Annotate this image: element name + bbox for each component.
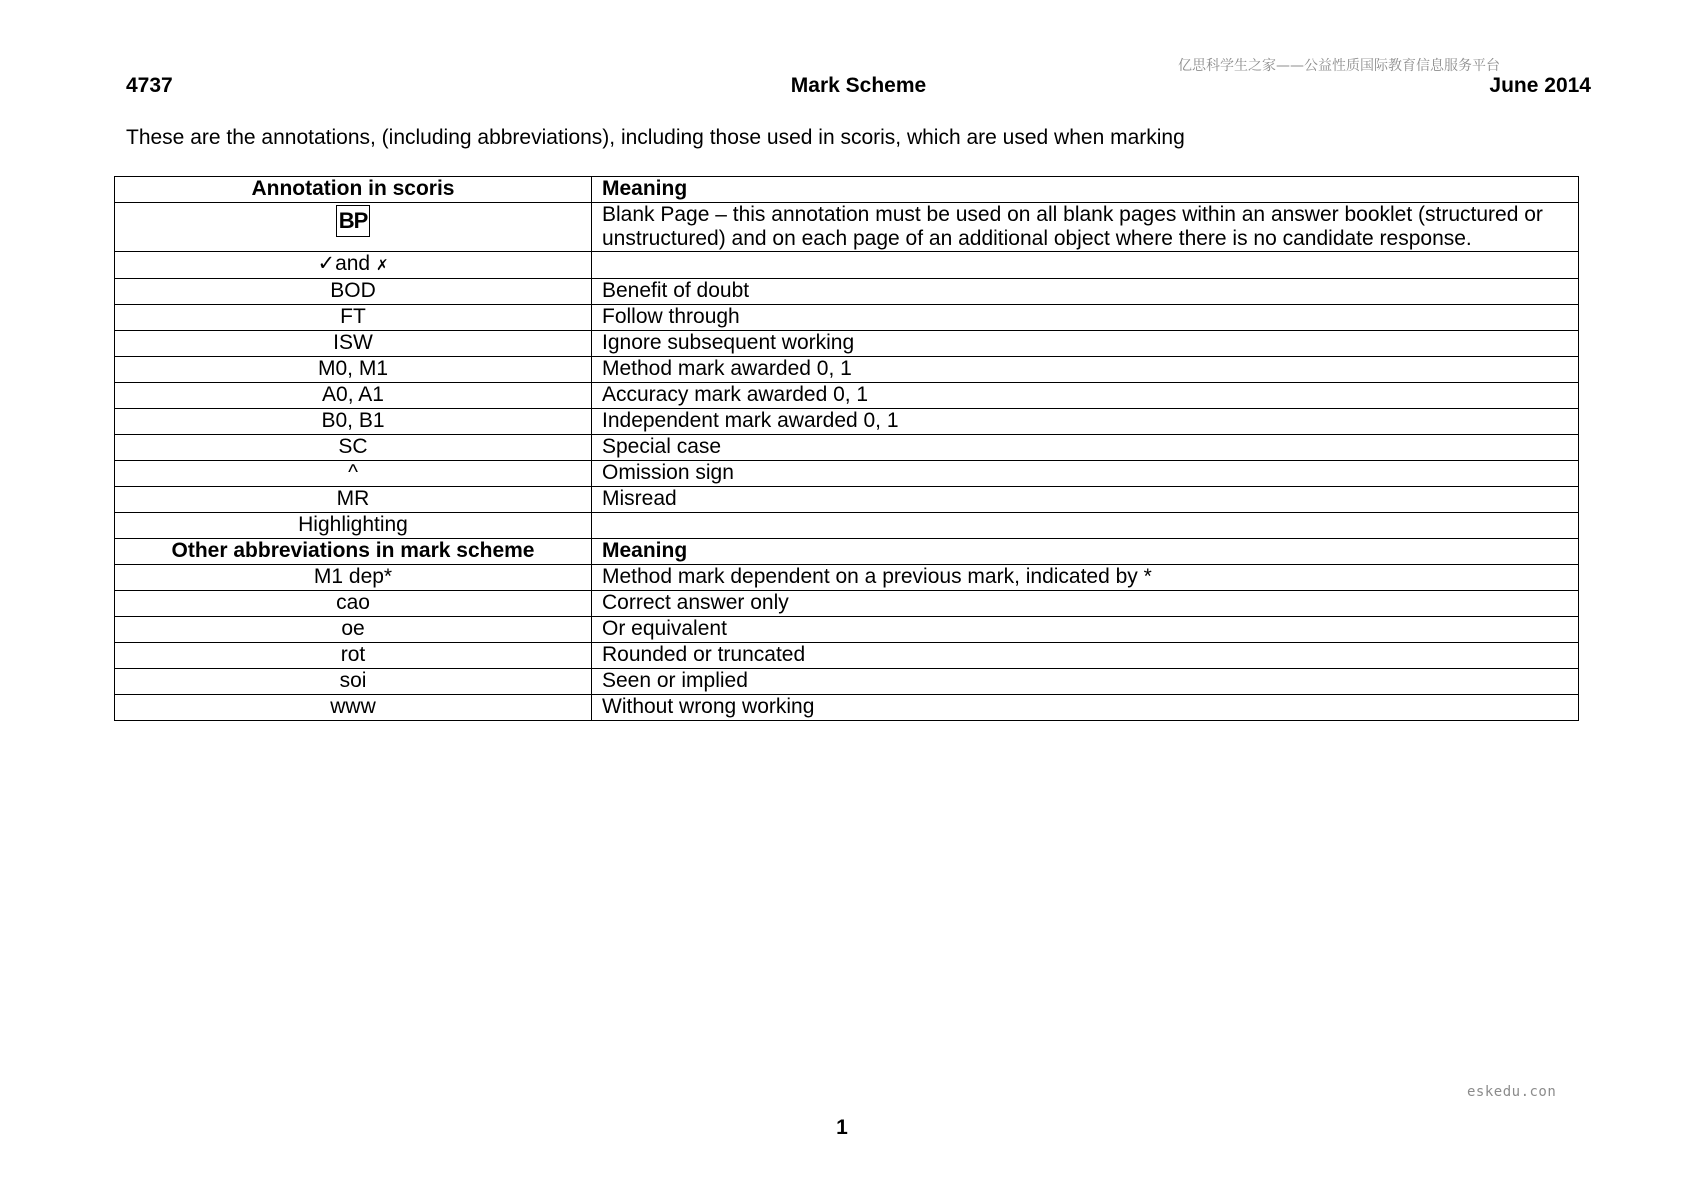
annotation-cell — [115, 252, 592, 279]
blank-page-icon: BP — [336, 205, 371, 237]
meaning-cell: Correct answer only — [592, 591, 1579, 617]
table-row — [115, 513, 1579, 539]
table-row — [115, 565, 1579, 591]
table-header-row — [115, 539, 1579, 565]
meaning-cell: Follow through — [592, 305, 1579, 331]
meaning-cell: Ignore subsequent working — [592, 331, 1579, 357]
table-row — [115, 357, 1579, 383]
page-title: Mark Scheme — [790, 74, 927, 97]
annotation-cell: ISW — [115, 331, 592, 357]
annotation-cell: B0, B1 — [115, 409, 592, 435]
meaning-cell: Method mark awarded 0, 1 — [592, 357, 1579, 383]
annotation-cell: www — [115, 695, 592, 721]
watermark-top: 亿思科学生之家——公益性质国际教育信息服务平台 — [1178, 58, 1500, 74]
meaning-cell: Seen or implied — [592, 669, 1579, 695]
annotation-cell: Highlighting — [115, 513, 592, 539]
header-meaning: Meaning — [592, 539, 1579, 565]
page-number: 1 — [836, 1116, 848, 1139]
annotation-cell: FT — [115, 305, 592, 331]
table-row — [115, 383, 1579, 409]
annotation-cell: SC — [115, 435, 592, 461]
table-header-row — [115, 177, 1579, 203]
annotation-cell: oe — [115, 617, 592, 643]
annotation-cell: MR — [115, 487, 592, 513]
table-row — [115, 279, 1579, 305]
header-annotation: Other abbreviations in mark scheme — [115, 539, 592, 565]
meaning-cell: Accuracy mark awarded 0, 1 — [592, 383, 1579, 409]
page-header — [126, 74, 1591, 100]
watermark-bottom: eskedu.con — [1467, 1084, 1557, 1100]
meaning-cell: Without wrong working — [592, 695, 1579, 721]
table-row-bp — [115, 203, 1579, 252]
table-row — [115, 331, 1579, 357]
meaning-cell: Blank Page – this annotation must be used on all blank pages within an answer booklet (structured or unstructured) and on each page of an additional object where there is no candidate response. — [592, 203, 1579, 252]
annotation-cell: M1 dep* — [115, 565, 592, 591]
table-row — [115, 487, 1579, 513]
cross-icon: ✗ — [375, 257, 389, 274]
annotations-table — [114, 176, 1579, 721]
tick-cross-and: and — [335, 252, 371, 275]
table-row — [115, 409, 1579, 435]
header-annotation: Annotation in scoris — [115, 177, 592, 203]
table-row — [115, 617, 1579, 643]
intro-text: These are the annotations, (including abbreviations), including those used in scoris, which are used when marking — [126, 126, 1185, 149]
table-row — [115, 669, 1579, 695]
paper-code: 4737 — [126, 74, 173, 97]
annotation-cell: M0, M1 — [115, 357, 592, 383]
annotation-cell: soi — [115, 669, 592, 695]
annotation-cell: cao — [115, 591, 592, 617]
meaning-cell — [592, 252, 1579, 279]
table-row — [115, 643, 1579, 669]
table-row — [115, 695, 1579, 721]
annotation-cell: rot — [115, 643, 592, 669]
table-row — [115, 305, 1579, 331]
table-row — [115, 435, 1579, 461]
table-row — [115, 591, 1579, 617]
meaning-cell: Or equivalent — [592, 617, 1579, 643]
meaning-cell: Omission sign — [592, 461, 1579, 487]
table-row — [115, 461, 1579, 487]
annotation-cell: ^ — [115, 461, 592, 487]
meaning-cell: Rounded or truncated — [592, 643, 1579, 669]
table-row-tick-cross — [115, 252, 1579, 279]
header-meaning: Meaning — [592, 177, 1579, 203]
meaning-cell — [592, 513, 1579, 539]
tick-icon: ✓ — [317, 252, 336, 275]
exam-date: June 2014 — [1489, 74, 1591, 97]
meaning-cell: Special case — [592, 435, 1579, 461]
annotation-cell: BOD — [115, 279, 592, 305]
meaning-cell: Independent mark awarded 0, 1 — [592, 409, 1579, 435]
meaning-cell: Method mark dependent on a previous mark, indicated by * — [592, 565, 1579, 591]
meaning-cell: Misread — [592, 487, 1579, 513]
meaning-cell: Benefit of doubt — [592, 279, 1579, 305]
annotation-cell — [115, 203, 592, 252]
annotation-cell: A0, A1 — [115, 383, 592, 409]
